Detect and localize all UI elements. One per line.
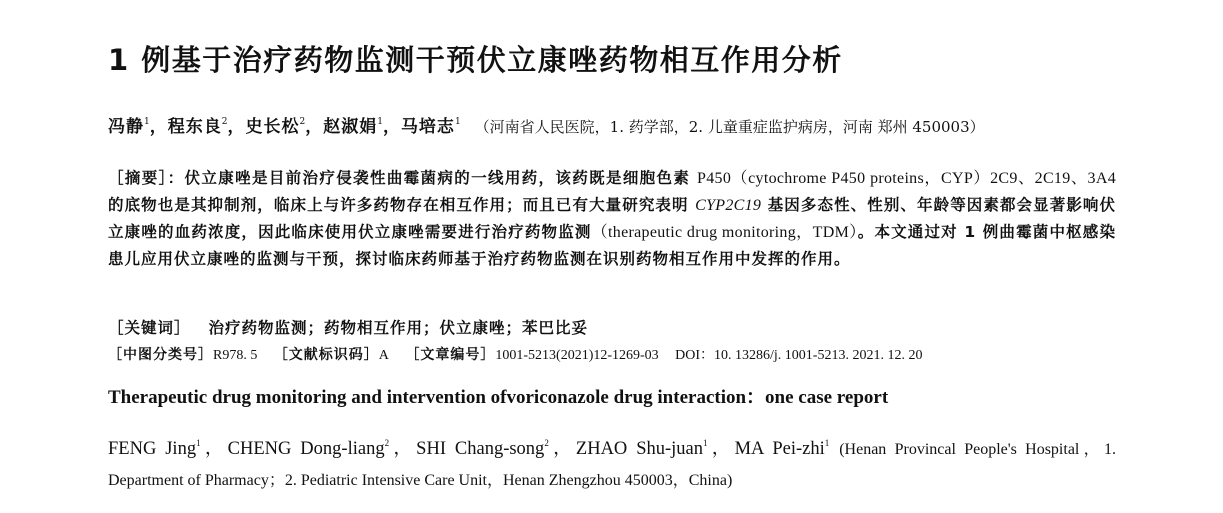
clc-label: ［中图分类号］ — [108, 347, 213, 363]
classification-line — [108, 343, 1116, 368]
keywords-label: ［关键词］ — [108, 319, 191, 337]
abstract-zh: ［摘要］：伏立康唑是目前治疗侵袭性曲霉菌病的一线用药，该药既是细胞色素 P450（cytochrome P450 proteins，CYP）2C9、2C19、3A4 的底物也是其抑制剂，临床上与许多药物存在相互作用；而且已有大量研究表明 CYP2C19 基因多态性、性别、年龄等因素都会显著影响伏立康唑的血药浓度，因此临床使用伏立康唑需要进行治疗药物监测（therapeutic drug monitoring，TDM）。本文通过对 1 例曲霉菌中枢感染患儿应用伏立康唑的监测与干预，探讨临床药师基于治疗药物监测在识别药物相互作用中发挥的作用。 — [108, 169, 1116, 268]
author-en-1: FENG Jing$^1$， — [108, 438, 228, 459]
article-title: 1 例基于治疗药物监测干预伏立康唑药物相互作用分析 — [108, 43, 843, 77]
article-no-label: ［文章编号］ — [405, 347, 496, 363]
author-zh-1: 冯静$^1$， — [108, 117, 168, 137]
keywords-line — [108, 316, 1116, 340]
affiliation-zh: （河南省人民医院，1. 药学部，2. 儿童重症监护病房，河南 郑州 450003） — [474, 118, 985, 136]
author-zh-2: 程东良$^2$， — [167, 117, 246, 137]
doc-code-value: A — [378, 348, 389, 363]
author-en-5: MA Pei-zhi$^1$ — [734, 438, 830, 459]
doi-value: DOI：10. 13286/j. 1001-5213. 2021. 12. 20 — [675, 348, 923, 363]
article-title-en: Therapeutic drug monitoring and intervention ofvoriconazole drug interaction：one case report — [108, 387, 889, 408]
affiliation-en: (Henan Provincal People's Hospital，1. Department of Pharmacy；2. Pediatric Intensive Care Unit，Henan Zhengzhou 450003，China) — [108, 441, 1116, 489]
author-en-3: SHI Chang-song$^2$， — [416, 438, 576, 459]
author-zh-4: 赵淑娟$^1$， — [323, 117, 401, 137]
author-en-4: ZHAO Shu-juan$^1$， — [575, 438, 735, 459]
author-line-zh — [108, 114, 1116, 140]
clc-value: R978. 5 — [213, 348, 258, 363]
article-no-value: 1001-5213(2021)12-1269-03 — [495, 348, 659, 363]
author-zh-3: 史长松$^2$， — [245, 117, 324, 137]
author-line-en — [108, 434, 1116, 496]
author-zh-5: 马培志$^1$ — [400, 117, 461, 137]
doc-code-label: ［文献标识码］ — [273, 347, 379, 363]
author-en-2: CHENG Dong-liang$^2$， — [227, 438, 417, 459]
keywords-value: 治疗药物监测；药物相互作用；伏立康唑；苯巴比妥 — [208, 319, 589, 337]
